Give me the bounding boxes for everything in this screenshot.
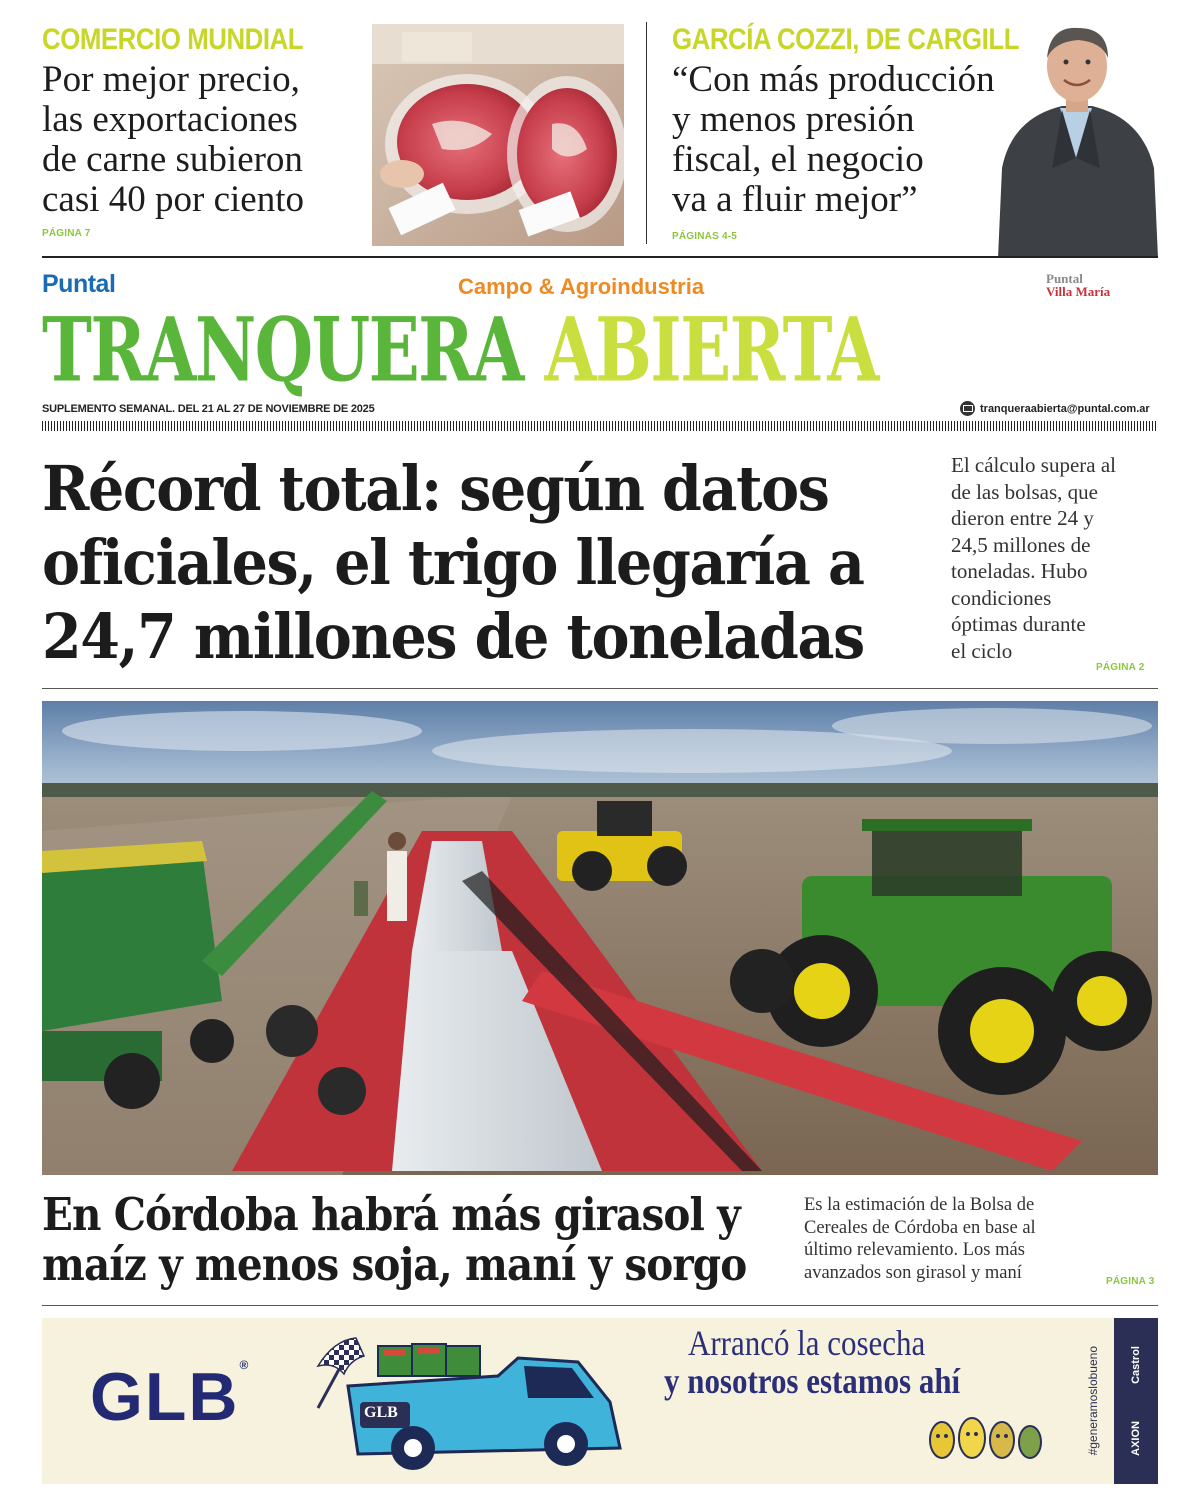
main-story-page: PÁGINA 2 bbox=[1096, 662, 1145, 673]
contact-email-text: tranqueraabierta@puntal.com.ar bbox=[980, 402, 1150, 415]
main-deck-line: condiciones bbox=[951, 585, 1052, 610]
publisher-logo[interactable]: Puntal bbox=[42, 270, 116, 298]
ad-hashtag: #generamoslobueno bbox=[1086, 1346, 1100, 1456]
meat-photo bbox=[372, 24, 624, 246]
teaser-right-headline[interactable] bbox=[672, 60, 1032, 220]
main-deck-line: el ciclo bbox=[951, 638, 1013, 663]
main-headline-line: Récord total: según datos bbox=[42, 452, 829, 525]
portrait-photo bbox=[992, 18, 1160, 258]
second-deck-line: avanzados son girasol y maní bbox=[804, 1262, 1022, 1283]
main-deck-line: de las bolsas, que bbox=[951, 479, 1098, 504]
teaser-left-line: Por mejor precio, bbox=[42, 59, 300, 100]
teaser-right-line: y menos presión bbox=[672, 99, 915, 140]
sponsor-axion: AXION bbox=[1130, 1420, 1142, 1456]
edition-logo-bottom: Villa María bbox=[1046, 284, 1111, 299]
edition-logo bbox=[1046, 272, 1110, 298]
teaser-left-line: casi 40 por ciento bbox=[42, 179, 304, 220]
main-story-rule bbox=[42, 688, 1158, 689]
second-deck-line: Es la estimación de la Bolsa de bbox=[804, 1195, 1035, 1215]
main-headline-line: 24,7 millones de toneladas bbox=[42, 600, 864, 673]
sponsor-castrol: Castrol bbox=[1130, 1346, 1142, 1385]
sponsor-strip bbox=[1114, 1318, 1158, 1484]
teaser-left-headline[interactable] bbox=[42, 60, 362, 220]
glb-logo bbox=[90, 1358, 250, 1436]
column-divider bbox=[646, 22, 647, 244]
main-headline[interactable] bbox=[42, 452, 864, 674]
section-title: Campo & Agroindustria bbox=[458, 274, 705, 299]
teaser-left-line: de carne subieron bbox=[42, 139, 303, 180]
mascots-illustration bbox=[922, 1408, 1052, 1468]
second-deck bbox=[804, 1194, 1104, 1284]
contact-email[interactable] bbox=[960, 401, 1150, 416]
teaser-left-kicker: COMERCIO MUNDIAL bbox=[42, 23, 304, 56]
glb-logo-text: GLB bbox=[90, 1359, 240, 1435]
supplement-dateline: SUPLEMENTO SEMANAL. DEL 21 AL 27 DE NOVIEMBRE DE 2025 bbox=[42, 403, 375, 415]
ad-hashtag-box bbox=[1082, 1326, 1104, 1476]
edition-logo-top: Puntal bbox=[1046, 271, 1083, 286]
brand-title bbox=[42, 298, 878, 402]
teaser-left-line: las exportaciones bbox=[42, 99, 298, 140]
teaser-right-page: PÁGINAS 4-5 bbox=[672, 231, 737, 242]
second-headline[interactable] bbox=[42, 1190, 746, 1290]
masthead-hatch-rule bbox=[42, 421, 1158, 431]
masthead-top-rule bbox=[42, 256, 1158, 258]
second-story-rule bbox=[42, 1305, 1158, 1306]
brand-title-word2: ABIERTA bbox=[544, 298, 878, 402]
main-headline-line: oficiales, el trigo llegaría a bbox=[42, 526, 864, 599]
second-deck-line: último relevamiento. Los más bbox=[804, 1240, 1025, 1260]
field-photo bbox=[42, 701, 1158, 1175]
registered-mark: ® bbox=[239, 1358, 251, 1372]
main-deck-line: dieron entre 24 y bbox=[951, 506, 1094, 530]
ad-tagline-2: y nosotros estamos ahí bbox=[664, 1361, 961, 1401]
ad-tagline-1: Arrancó la cosecha bbox=[688, 1323, 926, 1363]
teaser-left-page: PÁGINA 7 bbox=[42, 228, 91, 239]
main-deck-line: toneladas. Hubo bbox=[951, 559, 1088, 583]
mail-icon bbox=[960, 401, 975, 416]
teaser-right-kicker: GARCÍA COZZI, DE CARGILL bbox=[672, 23, 1020, 56]
brand-title-word1: TRANQUERA bbox=[42, 298, 523, 402]
second-headline-line: maíz y menos soja, maní y sorgo bbox=[42, 1238, 747, 1291]
second-deck-line: Cereales de Córdoba en base al bbox=[804, 1217, 1036, 1238]
glb-advertisement[interactable] bbox=[42, 1318, 1158, 1484]
second-headline-line: En Córdoba habrá más girasol y bbox=[42, 1188, 740, 1241]
truck-badge: GLB bbox=[364, 1404, 398, 1421]
main-deck bbox=[951, 452, 1151, 664]
main-deck-line: óptimas durante bbox=[951, 612, 1086, 636]
teaser-right-line: “Con más producción bbox=[672, 59, 995, 100]
main-deck-line: 24,5 millones de bbox=[951, 532, 1091, 557]
main-deck-line: El cálculo supera al bbox=[951, 453, 1117, 477]
teaser-right-line: fiscal, el negocio bbox=[672, 139, 924, 180]
second-story-page: PÁGINA 3 bbox=[1106, 1276, 1155, 1287]
teaser-right-line: va a fluir mejor” bbox=[672, 179, 918, 220]
